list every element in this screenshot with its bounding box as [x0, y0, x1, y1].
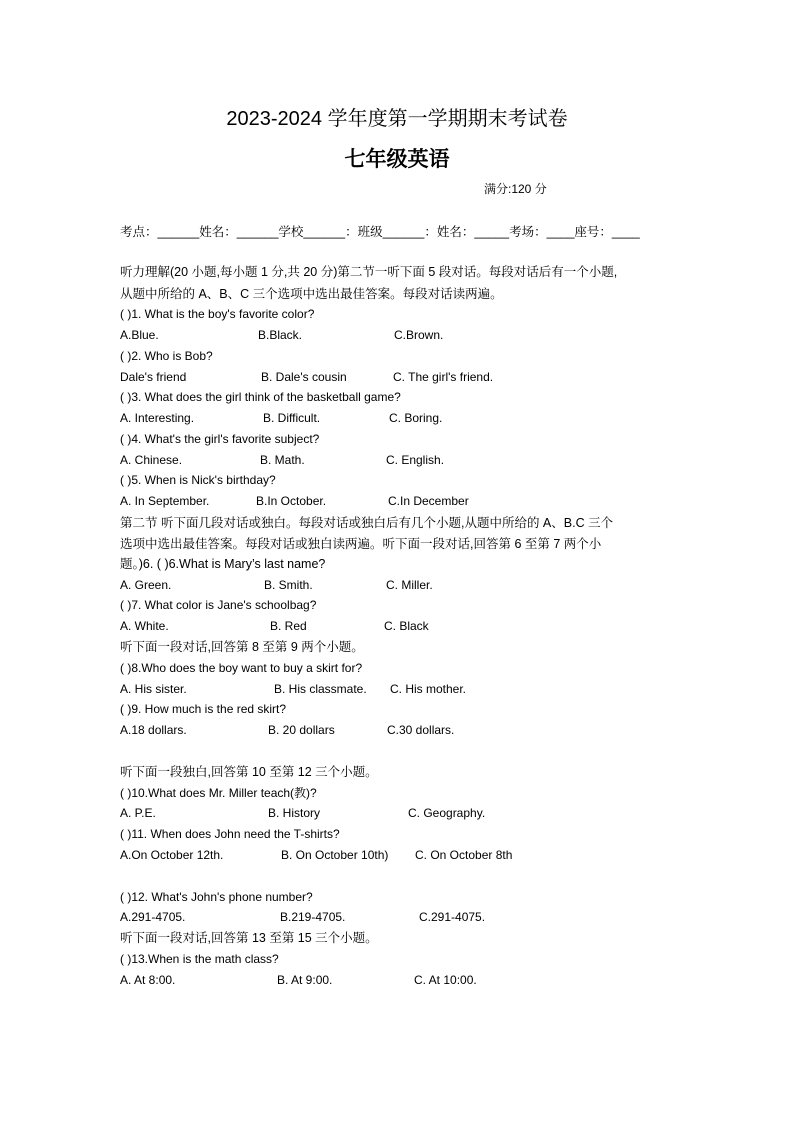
question-6-option-a: A. Green.	[120, 578, 172, 592]
question-7-option-a: A. White.	[120, 619, 169, 633]
question-1-option-c: C.Brown.	[394, 328, 444, 342]
question-2-stem: ( )2. Who is Bob?	[120, 349, 213, 363]
question-6-option-b: B. Smith.	[264, 578, 313, 592]
question-12-stem: ( )12. What's John's phone number?	[120, 890, 313, 904]
exam-subtitle: 七年级英语	[344, 148, 450, 171]
question-12-option-b: B.219-4705.	[280, 910, 346, 924]
question-13-option-c: C. At 10:00.	[414, 973, 477, 987]
question-11-option-b: B. On October 10th)	[281, 848, 389, 862]
question-4-option-c: C. English.	[386, 453, 445, 467]
question-10-option-c: C. Geography.	[408, 806, 486, 820]
dialog-13-15-instruction: 听下面一段对话,回答第 13 至第 15 三个小题。	[120, 931, 378, 945]
question-2-option-c: C. The girl's friend.	[393, 370, 494, 384]
section2-intro-line1: 第二节 听下面几段对话或独白。每段对话或独白后有几个小题,从题中所给的 A、B.C 三个	[120, 516, 614, 530]
question-13-option-b: B. At 9:00.	[277, 973, 333, 987]
question-12-option-c: C.291-4075.	[419, 910, 486, 924]
question-1-stem: ( )1. What is the boy's favorite color?	[120, 307, 315, 321]
question-9-option-c: C.30 dollars.	[387, 723, 455, 737]
question-4-option-a: A. Chinese.	[120, 453, 183, 467]
monologue-10-12-instruction: 听下面一段独白,回答第 10 至第 12 三个小题。	[120, 765, 378, 779]
question-12-option-a: A.291-4705.	[120, 910, 186, 924]
question-4-stem: ( )4. What's the girl's favorite subject?	[120, 432, 320, 446]
question-9-stem: ( )9. How much is the red skirt?	[120, 702, 287, 716]
question-7-option-b: B. Red	[270, 619, 307, 633]
exam-title: 2023-2024 学年度第一学期期末考试卷	[226, 108, 568, 130]
question-6-option-c: C. Miller.	[386, 578, 433, 592]
student-info-line: 考点：______姓名：______学校______：班级______：姓名：_____考场：____座号：____	[120, 225, 640, 239]
question-10-option-b: B. History	[268, 806, 321, 820]
section1-intro-line2: 从题中所给的 A、B、C 三个选项中选出最佳答案。每段对话读两遍。	[120, 287, 503, 301]
question-3-option-a: A. Interesting.	[120, 411, 195, 425]
question-4-option-b: B. Math.	[260, 453, 305, 467]
question-11-option-a: A.On October 12th.	[120, 848, 224, 862]
question-8-option-b: B. His classmate.	[274, 682, 367, 696]
question-13-option-a: A. At 8:00.	[120, 973, 176, 987]
question-11-option-c: C. On October 8th	[415, 848, 513, 862]
question-3-option-c: C. Boring.	[389, 411, 443, 425]
question-5-option-b: B.In October.	[256, 494, 327, 508]
question-5-stem: ( )5. When is Nick's birthday?	[120, 473, 276, 487]
question-5-option-c: C.In December	[388, 494, 469, 508]
question-2-option-b: B. Dale's cousin	[261, 370, 347, 384]
question-8-stem: ( )8.Who does the boy want to buy a skirt for?	[120, 661, 363, 675]
question-5-option-a: A. In September.	[120, 494, 210, 508]
section1-intro-line1: 听力理解(20 小题,每小题 1 分,共 20 分)第二节一听下面 5 段对话。每段对话后有一个小题,	[120, 265, 618, 279]
question-1-option-a: A.Blue.	[120, 328, 159, 342]
question-10-option-a: A. P.E.	[120, 806, 156, 820]
question-13-stem: ( )13.When is the math class?	[120, 952, 279, 966]
question-9-option-b: B. 20 dollars	[268, 723, 335, 737]
question-7-stem: ( )7. What color is Jane's schoolbag?	[120, 598, 317, 612]
section2-intro-line3: 题。)6. ( )6.What is Mary’s last name?	[120, 557, 326, 571]
question-10-stem: ( )10.What does Mr. Miller teach(教)?	[120, 786, 317, 800]
section2-intro-line2: 选项中选出最佳答案。每段对话或独白读两遍。听下面一段对话,回答第 6 至第 7 两个小	[120, 537, 602, 551]
question-2-option-a: Dale's friend	[120, 370, 187, 384]
dialog-8-9-instruction: 听下面一段对话,回答第 8 至第 9 两个小题。	[120, 640, 364, 654]
question-9-option-a: A.18 dollars.	[120, 723, 187, 737]
question-1-option-b: B.Black.	[258, 328, 303, 342]
question-8-option-a: A. His sister.	[120, 682, 187, 696]
question-3-option-b: B. Difficult.	[263, 411, 321, 425]
question-7-option-c: C. Black	[384, 619, 429, 633]
question-8-option-c: C. His mother.	[390, 682, 467, 696]
question-3-stem: ( )3. What does the girl think of the basketball game?	[120, 390, 401, 404]
question-11-stem: ( )11. When does John need the T-shirts?	[120, 827, 340, 841]
full-score: 满分:120 分	[484, 182, 547, 196]
